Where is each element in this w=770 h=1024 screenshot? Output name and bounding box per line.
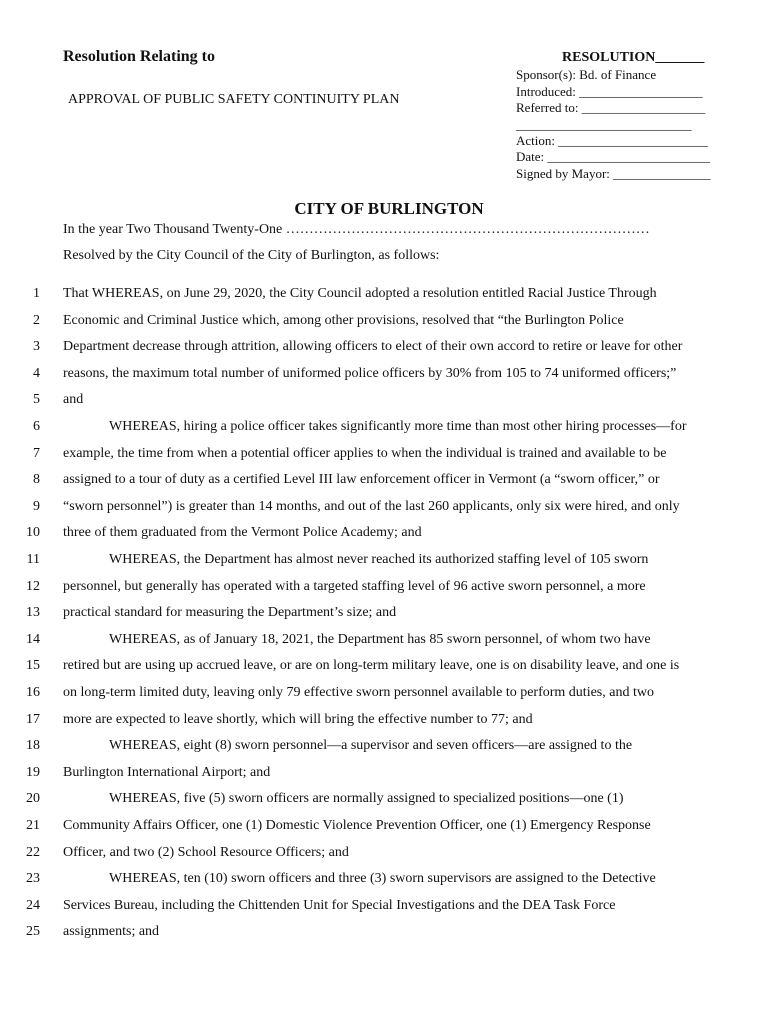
line-text: three of them graduated from the Vermont Police Academy; and bbox=[63, 525, 422, 541]
numbered-line bbox=[0, 845, 770, 871]
line-text: assignments; and bbox=[63, 924, 160, 940]
line-text: Burlington International Airport; and bbox=[63, 764, 271, 780]
line-text: retired but are using up accrued leave, or are on long-term military leave, one is on disability leave, and one is bbox=[63, 658, 680, 674]
numbered-line bbox=[0, 924, 770, 950]
line-text: WHEREAS, eight (8) sworn personnel—a supervisor and seven officers—are assigned to the bbox=[109, 738, 633, 754]
resolution-info-block bbox=[516, 50, 711, 182]
line-text: reasons, the maximum total number of uniformed police officers by 30% from 105 to 74 uniformed officers;” bbox=[63, 365, 677, 381]
line-number: 1 bbox=[33, 286, 40, 301]
numbered-line bbox=[0, 446, 770, 472]
numbered-line bbox=[0, 366, 770, 392]
numbered-line bbox=[0, 871, 770, 897]
line-number: 6 bbox=[33, 419, 40, 434]
line-text: That WHEREAS, on June 29, 2020, the City Council adopted a resolution entitled Racial Justice Through bbox=[63, 286, 657, 301]
numbered-line bbox=[0, 472, 770, 498]
signed-by-mayor-line: Signed by Mayor: _______________ bbox=[516, 165, 711, 181]
line-text: Community Affairs Officer, one (1) Domestic Violence Prevention Officer, one (1) Emergency Response bbox=[63, 818, 651, 833]
numbered-line bbox=[0, 712, 770, 738]
sponsor-line: Sponsor(s): Bd. of Finance bbox=[516, 67, 657, 83]
line-number: 9 bbox=[33, 498, 40, 514]
line-text: Economic and Criminal Justice which, among other provisions, resolved that “the Burlington Police bbox=[63, 312, 624, 328]
line-number: 7 bbox=[33, 445, 40, 461]
line-text: “sworn personnel”) is greater than 14 months, and out of the last 260 applicants, only six were hired, and only bbox=[63, 498, 680, 514]
date-line: Date: _________________________ bbox=[516, 149, 710, 165]
line-number: 4 bbox=[33, 365, 40, 381]
referred-line: Referred to: ___________________ bbox=[516, 100, 706, 116]
line-text: and bbox=[63, 392, 84, 408]
resolution-subject: APPROVAL OF PUBLIC SAFETY CONTINUITY PLAN bbox=[68, 92, 400, 107]
numbered-line bbox=[0, 765, 770, 791]
line-text: Department decrease through attrition, allowing officers to elect of their own accord to retire or leave for other bbox=[63, 339, 683, 355]
line-number: 10 bbox=[26, 525, 40, 541]
line-number: 11 bbox=[26, 552, 40, 567]
resolution-number-heading: RESOLUTION_______ bbox=[562, 50, 705, 65]
line-number: 8 bbox=[33, 472, 40, 488]
numbered-line bbox=[0, 605, 770, 631]
numbered-line bbox=[0, 286, 770, 312]
city-title: CITY OF BURLINGTON bbox=[294, 199, 484, 218]
referred-blank-line: ___________________________ bbox=[516, 116, 692, 132]
numbered-line bbox=[0, 499, 770, 525]
line-number: 20 bbox=[26, 791, 40, 807]
numbered-line bbox=[0, 525, 770, 551]
line-text: more are expected to leave shortly, which will bring the effective number to 77; and bbox=[63, 711, 533, 727]
line-text: WHEREAS, the Department has almost never reached its authorized staffing level of 105 sworn bbox=[109, 552, 649, 567]
line-text: Services Bureau, including the Chittenden Unit for Special Investigations and the DEA Task Force bbox=[63, 897, 616, 913]
line-number: 17 bbox=[26, 711, 40, 727]
line-text: Officer, and two (2) School Resource Officers; and bbox=[63, 844, 349, 860]
line-number: 23 bbox=[26, 871, 40, 887]
numbered-line bbox=[0, 738, 770, 764]
line-text: practical standard for measuring the Department’s size; and bbox=[63, 605, 397, 621]
numbered-line bbox=[0, 658, 770, 684]
line-text: personnel, but generally has operated with a targeted staffing level of 96 active sworn personnel, a more bbox=[63, 578, 646, 594]
numbered-line bbox=[0, 632, 770, 658]
line-number: 19 bbox=[26, 764, 40, 780]
line-text: WHEREAS, five (5) sworn officers are normally assigned to specialized positions—one (1) bbox=[109, 791, 624, 807]
line-text: example, the time from when a potential officer applies to when the individual is trained and available to be bbox=[63, 445, 667, 461]
line-text: on long-term limited duty, leaving only 79 effective sworn personnel available to perform duties, and two bbox=[63, 685, 654, 700]
line-number: 16 bbox=[26, 685, 40, 700]
line-text: assigned to a tour of duty as a certified Level III law enforcement officer in Vermont (a “sworn officer,” or bbox=[63, 472, 660, 488]
line-number: 3 bbox=[33, 339, 40, 355]
line-number: 5 bbox=[33, 392, 40, 408]
line-text: WHEREAS, ten (10) sworn officers and three (3) sworn supervisors are assigned to the Detective bbox=[109, 871, 656, 887]
numbered-line bbox=[0, 339, 770, 365]
line-number: 15 bbox=[26, 658, 40, 674]
numbered-line bbox=[0, 392, 770, 418]
line-number: 22 bbox=[26, 844, 40, 860]
numbered-line bbox=[0, 419, 770, 445]
numbered-line bbox=[0, 579, 770, 605]
numbered-line bbox=[0, 313, 770, 339]
line-number: 21 bbox=[26, 818, 40, 833]
year-line: In the year Two Thousand Twenty-One …………………………………………………………………… bbox=[63, 222, 650, 237]
numbered-line bbox=[0, 791, 770, 817]
line-number: 12 bbox=[26, 578, 40, 594]
numbered-line bbox=[0, 818, 770, 844]
introduced-line: Introduced: ___________________ bbox=[516, 83, 703, 99]
resolved-line: Resolved by the City Council of the City of Burlington, as follows: bbox=[63, 248, 440, 263]
line-number: 24 bbox=[26, 897, 40, 913]
action-line: Action: _______________________ bbox=[516, 133, 708, 149]
resolution-title: Resolution Relating to bbox=[63, 48, 215, 65]
numbered-line bbox=[0, 552, 770, 578]
line-number: 13 bbox=[26, 605, 40, 621]
numbered-line bbox=[0, 898, 770, 924]
numbered-line bbox=[0, 685, 770, 711]
line-text: WHEREAS, hiring a police officer takes significantly more time than most other hiring processes—for bbox=[109, 419, 687, 434]
line-text: WHEREAS, as of January 18, 2021, the Department has 85 sworn personnel, of whom two have bbox=[109, 631, 651, 647]
line-number: 14 bbox=[26, 631, 40, 647]
line-number: 18 bbox=[26, 738, 40, 754]
line-number: 25 bbox=[26, 924, 40, 940]
line-number: 2 bbox=[33, 312, 40, 328]
